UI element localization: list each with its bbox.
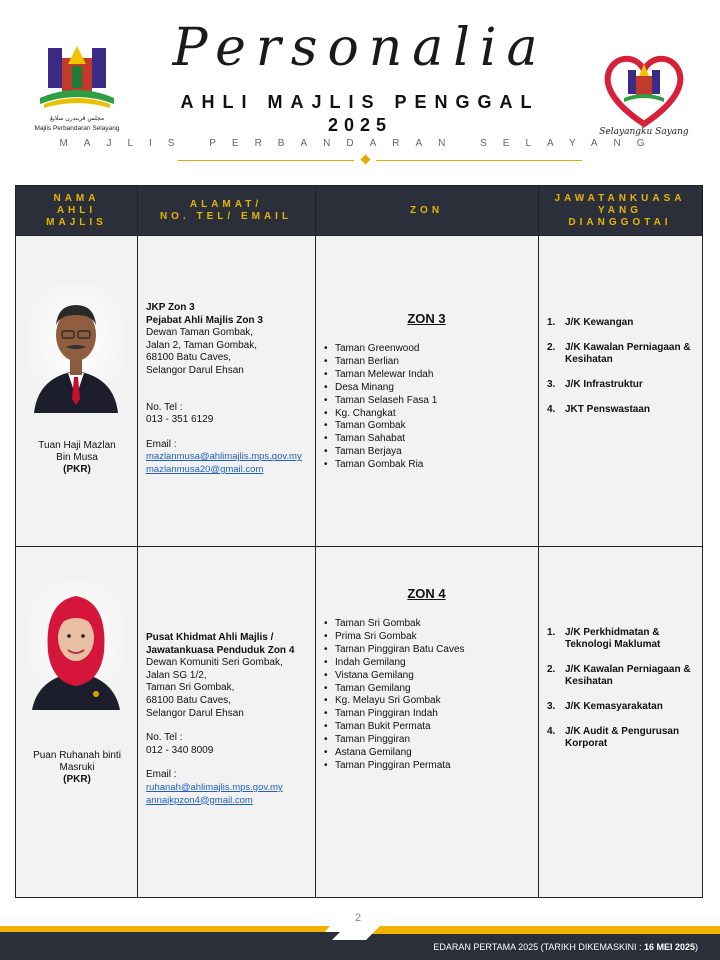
tel-number: 013 - 351 6129 (146, 414, 214, 426)
list-item: • Taman Pinggiran (324, 734, 529, 747)
deco-line-left (178, 160, 354, 161)
email-label: Email : (146, 769, 177, 781)
list-item: • Taman Pinggiran Indah (324, 708, 529, 721)
title-year: 2025 (327, 115, 393, 135)
committee-list (547, 317, 697, 429)
svg-text:Selayangku Sayang: Selayangku Sayang (599, 127, 689, 137)
list-item: • Desa Minang (324, 382, 529, 395)
row-divider (16, 235, 702, 236)
list-item: • Taman Pinggiran Batu Caves (324, 644, 529, 657)
edition-note: EDARAN PERTAMA 2025 (TARIKH DIKEMASKINI : 16 MEI 2025) (433, 942, 698, 952)
member-photo (30, 285, 122, 413)
address-block: JKP Zon 3 Pejabat Ahli Majlis Zon 3 Dewan Taman Gombak, Jalan 2, Taman Gombak, 68100 Batu Caves, Selangor Darul Ehsan No. Tel : 013 - 351 6129 Email : mazlanmusa@ahlimajlis.mps.gov.my mazlanmusa20@gmail.com (146, 302, 311, 477)
email-link[interactable]: mazlanmusa@ahlimajlis.mps.gov.my (146, 451, 302, 463)
header-jawatankuasa: JAWATANKUASA YANG DIANGGOTAI (554, 192, 686, 228)
member-name: Tuan Haji Mazlan Bin Musa (PKR) (24, 440, 130, 476)
header-zon: ZON (409, 204, 444, 216)
column-divider (137, 186, 138, 897)
member-name: Puan Ruhanah binti Masruki (PKR) (24, 750, 130, 786)
list-item: • Kg. Changkat (324, 408, 529, 421)
title-script: Personalia (172, 18, 548, 78)
column-divider (538, 186, 539, 897)
list-item: • Taman Berlian (324, 356, 529, 369)
selayangku-sayang-logo (598, 50, 690, 138)
email-link[interactable]: mazlanmusa20@gmail.com (146, 463, 264, 475)
svg-text:مجلس ڤربندرن سلايڠ: مجلس ڤربندرن سلايڠ (49, 115, 105, 122)
list-item: 2. J/K Kawalan Perniagaan & Kesihatan (547, 664, 691, 687)
table-header (16, 186, 702, 235)
list-item: • Taman Gombak Ria (324, 459, 529, 472)
committee-list (547, 627, 697, 763)
list-item: 4. JKT Penswastaan (547, 404, 651, 415)
list-item: • Indah Gemilang (324, 657, 529, 670)
list-item: • Taman Bukit Permata (324, 721, 529, 734)
member-photo (30, 582, 122, 710)
list-item: • Taman Berjaya (324, 446, 529, 459)
email-link[interactable]: ruhanah@ahlimajlis.mps.gov.my (146, 781, 283, 793)
tel-number: 012 - 340 8009 (146, 744, 214, 756)
tel-label: No. Tel : (146, 401, 183, 413)
subtitle: MAJLIS PERBANDARAN SELAYANG (59, 138, 661, 149)
list-item: • Taman Pinggiran Permata (324, 760, 529, 773)
list-item: • Taman Gombak (324, 420, 529, 433)
list-item: • Prima Sri Gombak (324, 631, 529, 644)
title-line1: AHLI MAJLIS PENGGAL (180, 92, 540, 112)
page-number: 2 (355, 912, 362, 924)
party-label: (PKR) (63, 774, 91, 785)
zone-title: ZON 4 (407, 586, 446, 601)
party-label: (PKR) (63, 464, 91, 475)
email-link[interactable]: annajkpzon4@gmail.com (146, 794, 253, 806)
list-item: • Taman Gemilang (324, 683, 529, 696)
list-item: • Astana Gemilang (324, 747, 529, 760)
list-item: • Taman Sri Gombak (324, 618, 529, 631)
list-item: 1. J/K Perkhidmatan & Teknologi Maklumat (547, 627, 661, 650)
list-item: • Taman Sahabat (324, 433, 529, 446)
zone-area-list (324, 618, 529, 773)
list-item: • Taman Greenwood (324, 343, 529, 356)
svg-text:Majlis Perbandaran Selayang: Majlis Perbandaran Selayang (34, 125, 120, 132)
column-divider (315, 186, 316, 897)
email-label: Email : (146, 438, 177, 450)
zone-area-list (324, 343, 529, 472)
footer-band (0, 916, 720, 960)
list-item: 2. J/K Kawalan Perniagaan & Kesihatan (547, 342, 691, 365)
zone-title: ZON 3 (407, 311, 446, 326)
deco-diamond (361, 155, 371, 165)
header-alamat: ALAMAT/ NO. TEL/ EMAIL (159, 198, 293, 222)
table-row (16, 235, 702, 546)
list-item: • Kg. Melayu Sri Gombak (324, 695, 529, 708)
list-item: 1. J/K Kewangan (547, 317, 634, 328)
tel-label: No. Tel : (146, 732, 183, 744)
list-item: • Taman Melewar Indah (324, 369, 529, 382)
list-item: 3. J/K Infrastruktur (547, 379, 643, 390)
list-item: • Vistana Gemilang (324, 670, 529, 683)
list-item: • Taman Selaseh Fasa 1 (324, 395, 529, 408)
table-row (16, 547, 702, 897)
list-item: 3. J/K Kemasyarakatan (547, 701, 663, 712)
header-nama: NAMA AHLI MAJLIS (46, 192, 107, 228)
personalia-table (15, 185, 703, 898)
list-item: 4. J/K Audit & Pengurusan Korporat (547, 726, 680, 749)
address-block: Pusat Khidmat Ahli Majlis / Jawatankuasa Penduduk Zon 4 Dewan Komuniti Seri Gombak, Jalan SG 1/2, Taman Sri Gombak, 68100 Batu Caves, Selangor Darul Ehsan No. Tel : 012 - 340 8009 Email : ruhanah@ahlimajlis.mps.gov.my annajkpzon4@gmail.com (146, 632, 311, 807)
row-divider (16, 546, 702, 547)
deco-line-right (376, 160, 582, 161)
